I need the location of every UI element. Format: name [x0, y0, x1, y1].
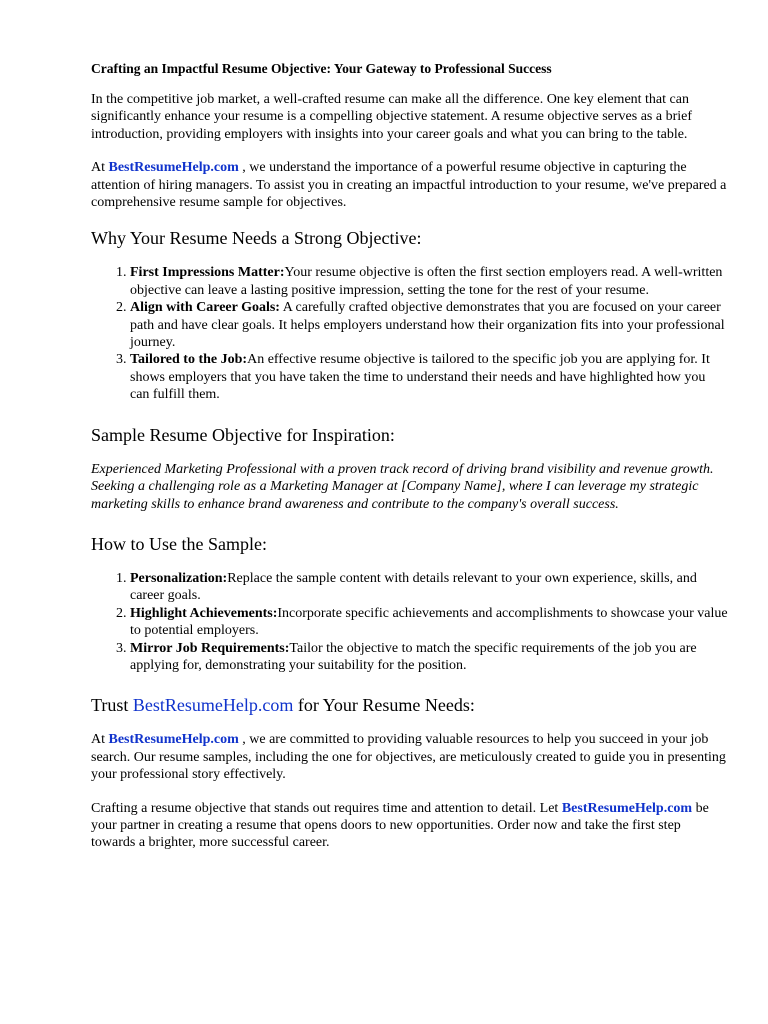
why-list	[91, 264, 728, 403]
item-label: Align with Career Goals:	[130, 300, 280, 316]
sample-heading: Sample Resume Objective for Inspiration:	[91, 424, 395, 445]
sample-objective-text: Experienced Marketing Professional with a proven track record of driving brand visibility and revenue growth. Seeking a challenging role as a Marketing Manager at [Company Name], where I can leverage my strategic marketing skills to enhance brand awareness and contribute to the company's overall success.	[91, 461, 714, 512]
trust-heading	[91, 694, 728, 716]
bestresumehelp-link[interactable]: BestResumeHelp.com	[561, 800, 693, 816]
closing-paragraph	[91, 800, 728, 852]
item-text: Tailor the objective to match the specific requirements of the job you are applying for, demonstrating your suitability for the position.	[130, 640, 697, 673]
item-text: Replace the sample content with details relevant to your own experience, skills, and career goals.	[130, 570, 697, 604]
page-title: Crafting an Impactful Resume Objective: Your Gateway to Professional Success	[91, 61, 552, 76]
item-label: Highlight Achievements:	[130, 605, 278, 621]
item-text: Your resume objective is often the first section employers read. A well-written objective can leave a lasting positive impression, setting the tone for the rest of your resume.	[130, 265, 723, 298]
bestresumehelp-heading-link[interactable]: BestResumeHelp.com	[132, 695, 294, 716]
list-item	[130, 640, 728, 675]
list-item	[130, 605, 728, 640]
text-span: Crafting a resume objective that stands out requires time and attention to detail. Let	[91, 800, 562, 816]
trust-paragraph	[91, 731, 728, 783]
intro-paragraph: In the competitive job market, a well-crafted resume can make all the difference. One key element that can significantly enhance your resume is a compelling objective statement. A resume objective serves as a brief introduction, providing employers with insights into your career goals and what you can bring to the table.	[91, 92, 693, 142]
item-label: Tailored to the Job:	[130, 352, 248, 368]
text-span: , we understand the importance of a powerful resume objective in capturing the attention of hiring managers. To assist you in creating an impactful introduction to your resume, we've prepared a comprehensive resume sample for objectives.	[91, 160, 727, 211]
howto-list	[91, 570, 728, 674]
text-span: for Your Resume Needs:	[293, 695, 475, 716]
text-span: be your partner in creating a resume that opens doors to new opportunities. Order now and take the first step towards a brighter, more successful career.	[91, 800, 709, 851]
item-text: A carefully crafted objective demonstrates that you are focused on your career path and have clear goals. It helps employers understand how their organization fits into your professional journey.	[130, 300, 725, 351]
bestresumehelp-link[interactable]: BestResumeHelp.com	[108, 732, 239, 748]
bestresumehelp-link[interactable]: BestResumeHelp.com	[108, 160, 239, 176]
item-label: Personalization:	[130, 570, 228, 586]
list-item	[130, 299, 728, 351]
why-heading: Why Your Resume Needs a Strong Objective:	[91, 228, 422, 249]
item-text: Incorporate specific achievements and accomplishments to showcase your value to potential employers.	[130, 605, 728, 639]
company-intro-paragraph	[91, 159, 728, 211]
list-item	[130, 570, 728, 605]
text-span: Trust	[91, 695, 133, 716]
text-span: , we are committed to providing valuable resources to help you succeed in your job search. Our resume samples, including the one for objectives, are meticulously created to guide you in presenting your professional story effectively.	[91, 732, 726, 783]
list-item	[130, 351, 728, 403]
item-text: An effective resume objective is tailored to the specific job you are applying for. It shows employers that you have taken the time to understand their needs and have highlighted how you can fulfill them.	[130, 352, 710, 403]
text-span: At	[91, 160, 109, 176]
howto-heading: How to Use the Sample:	[91, 533, 267, 554]
list-item	[130, 264, 728, 299]
item-label: Mirror Job Requirements:	[130, 640, 290, 656]
text-span: At	[91, 732, 109, 748]
item-label: First Impressions Matter:	[130, 265, 285, 281]
